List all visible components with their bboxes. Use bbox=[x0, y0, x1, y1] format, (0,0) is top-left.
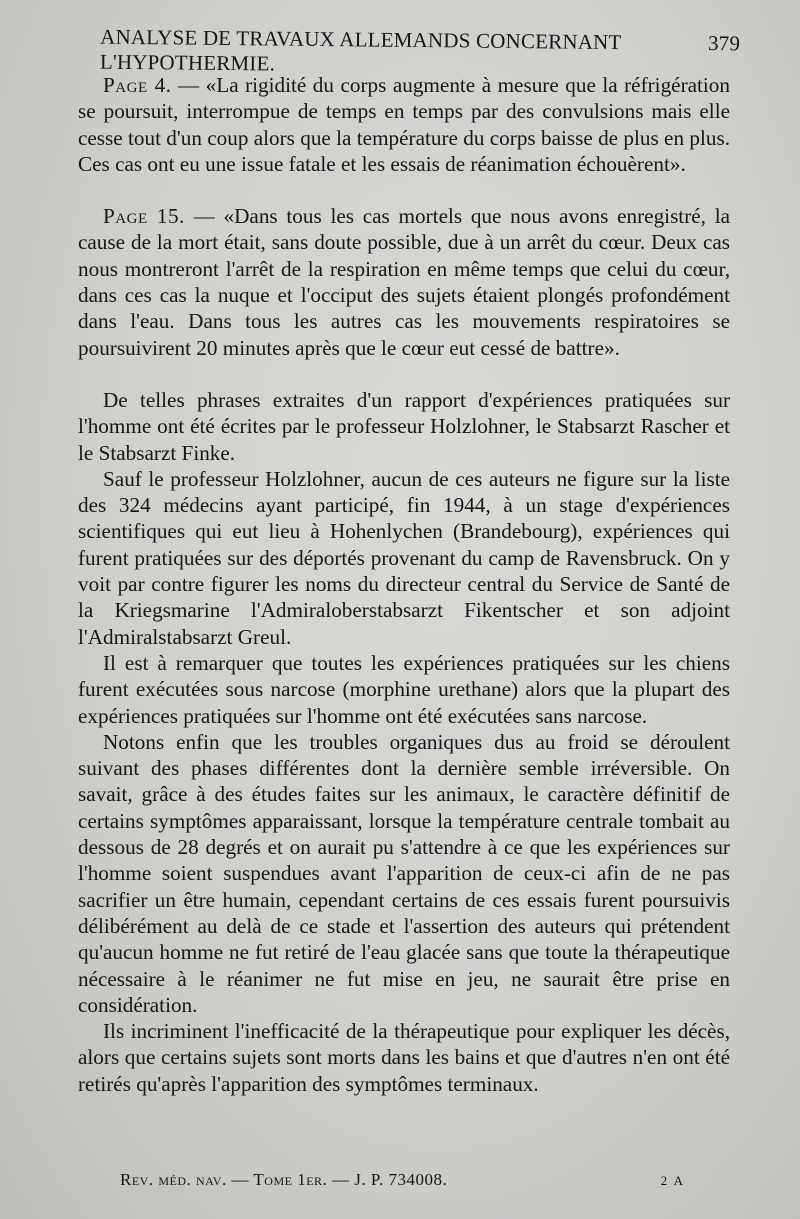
quote-text: — «La rigidité du corps augmente à mesure que la réfrigération se poursuit, interrompue de temps en temps par des convulsions mais elle cesse tout d'un coup alors que la température du corps baisse de plus en plus. Ces cas ont eu une issue fatale et les essais de réanimation échouèrent». bbox=[78, 73, 730, 176]
paragraph: Il est à remarquer que toutes les expériences pratiquées sur les chiens furent exécutées sous narcose (morphine urethane) alors que la plupart des expériences pratiquées sur l'homme ont été exécutées sans narcose. bbox=[78, 650, 730, 728]
quote-page-15 bbox=[78, 203, 730, 361]
paragraph: De telles phrases extraites d'un rapport d'expériences pratiquées sur l'homme ont été écrites par le professeur Holzlohner, le Stabsarzt Rascher et le Stabsarzt Finke. bbox=[78, 387, 730, 465]
paragraph: Notons enfin que les troubles organiques dus au froid se déroulent suivant des phases différentes dont la dernière semble irréversible. On savait, grâce à des études faites sur les animaux, le caractère définitif de certains symptômes apparaissant, lorsque la température centrale tombait au dessous de 28 degrés et on aurait pu s'attendre à ce que les expériences sur l'homme soient suspendues avant l'apparition de ceux-ci afin de ne pas sacrifier un être humain, cependant certains de ces essais furent poursuivis délibérément au delà de ce stade et l'assertion des auteurs qui prétendent qu'aucun homme ne fut retiré de l'eau glacée sans que toute la thérapeutique nécessaire à le réanimer ne fut mise en jeu, ne saurait être prise en considération. bbox=[78, 729, 730, 1017]
page-footer bbox=[120, 1170, 685, 1190]
paragraph: Ils incriminent l'inefficacité de la thérapeutique pour expliquer les décès, alors que certains sujets sont morts dans les bains et que d'autres n'en ont été retirés qu'après l'apparition des symptômes terminaux. bbox=[78, 1019, 730, 1096]
body-text bbox=[78, 72, 730, 1097]
page-ref: Page 15. bbox=[103, 204, 185, 229]
footer-signature-mark: 2 A bbox=[660, 1173, 685, 1188]
quote-page-4 bbox=[78, 72, 730, 177]
page-ref: Page 4. bbox=[103, 73, 172, 97]
quote-text: — «Dans tous les cas mortels que nous avons enregistré, la cause de la mort était, sans doute possible, due à un arrêt du cœur. Deux cas nous montreront l'arrêt de la respiration en même temps que celui du cœur, dans ces cas la nuque et l'occiput des sujets étaient plongés profondément dans l'eau. Dans tous les autres cas les mouvements respiratoires se poursuivirent 20 minutes après que le cœur eut cessé de battre». bbox=[78, 204, 730, 360]
footer-publication-ref: Rev. méd. nav. — Tome 1er. — J. P. 734008. bbox=[120, 1170, 448, 1189]
paragraph: Sauf le professeur Holzlohner, aucun de ces auteurs ne figure sur la liste des 324 médecins ayant participé, fin 1944, à un stage d'expériences scientifiques qui eut lieu à Hohenlychen (Brandebourg), expériences qui furent pratiquées sur des déportés provenant du camp de Ravensbruck. On y voit par contre figurer les noms du directeur central du Service de Santé de la Kriegsmarine l'Admiraloberstabsarzt Fikentscher et son adjoint l'Admiralstabsarzt Greul. bbox=[78, 466, 730, 649]
page-number: 379 bbox=[707, 31, 741, 56]
running-title: ANALYSE DE TRAVAUX ALLEMANDS CONCERNANT L'HYPOTHERMIE. bbox=[99, 24, 622, 76]
